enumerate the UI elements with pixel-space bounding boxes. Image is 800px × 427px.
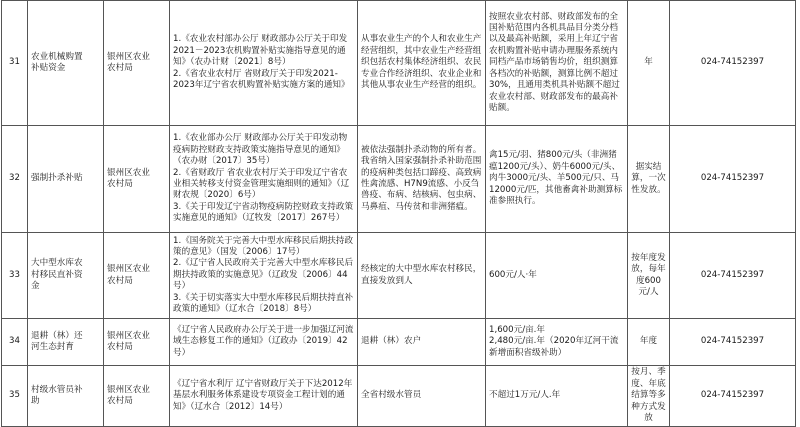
phone-cell: 024-74152397 bbox=[670, 366, 796, 427]
table-row bbox=[2, 1, 796, 126]
standard-cell: 禽15元/羽、猪800元/头（非洲猪瘟1200元/头）、奶牛6000元/头、肉牛3000元/头、羊500元/只、马12000元/匹，其他畜禽补助测算标准参照执行。 bbox=[486, 126, 628, 233]
row-number-cell: 32 bbox=[2, 126, 28, 233]
row-number-cell: 34 bbox=[2, 319, 28, 366]
phone-cell: 024-74152397 bbox=[670, 233, 796, 319]
item-name-cell: 大中型水库农 村移民直补资 金 bbox=[28, 233, 104, 319]
payment-time-cell: 按年度发放，每年度600元/人 bbox=[628, 233, 670, 319]
policy-basis-cell bbox=[170, 366, 358, 427]
phone-cell: 024-74152397 bbox=[670, 126, 796, 233]
row-number-cell: 31 bbox=[2, 1, 28, 126]
item-name-cell: 退耕（林）还 河生态封育 bbox=[28, 319, 104, 366]
policy-basis-item: 3.《关于切实落实大中型水库移民后期扶持直补政策的通知》（辽水合〔2018〕8号） bbox=[173, 292, 354, 315]
target-cell: 从事农业生产的个人和农业生产经营组织，其中农业生产经营组织包括农村集体经济组织、农民专业合作经济组织、农业企业和其他从事农业生产经营的组织。 bbox=[358, 1, 486, 126]
policy-basis-item: 1.《国务院关于完善大中型水库移民后期扶持政策的意见》（国发〔2006〕17号） bbox=[173, 235, 354, 257]
payment-time-cell: 年 bbox=[628, 1, 670, 126]
standard-cell: 按照农业农村部、财政部发布的全国补贴范围内各机具品目分类分档以及最高补贴额，采用上年辽宁省农机购置补贴申请办理服务系统内同档产品市场销售均价，组织测算各档次的补贴额，测算比例不超过30%，且通用类机具补贴额不超过农业农村部、财政部发布的最高补贴额。 bbox=[486, 1, 628, 126]
department-cell: 银州区农业 农村局 bbox=[104, 366, 170, 427]
standard-cell: 600元/人·年 bbox=[486, 233, 628, 319]
target-cell: 经核定的大中型水库农村移民，直接发放到人 bbox=[358, 233, 486, 319]
phone-cell: 024-74152397 bbox=[670, 1, 796, 126]
target-cell: 被依法强制扑杀动物的所有者。我省纳入国家强制扑杀补助范围的疫病种类包括口蹄疫、高致病性禽流感、H7N9流感、小反刍兽疫、布病、结核病、包虫病、马鼻疽、马传贫和非洲猪瘟。 bbox=[358, 126, 486, 233]
standard-cell: 不超过1万元/人.年 bbox=[486, 366, 628, 427]
policy-table bbox=[1, 0, 796, 427]
department-cell: 银州区农业 农村局 bbox=[104, 233, 170, 319]
row-number-cell: 35 bbox=[2, 366, 28, 427]
policy-basis-cell bbox=[170, 233, 358, 319]
item-name-cell: 强制扑杀补贴 bbox=[28, 126, 104, 233]
phone-cell: 024-74152397 bbox=[670, 319, 796, 366]
standard-cell: 1,600元/亩.年 2,480元/亩.年（2020年辽河干流新增面积省级补助） bbox=[486, 319, 628, 366]
policy-basis-item: 1.《农业农村部办公厅 财政部办公厅关于印发2021－2023农机购置补贴实施指导意见的通知》（农办计财〔2021〕8号） bbox=[173, 34, 348, 68]
table-row bbox=[2, 126, 796, 233]
policy-basis-cell bbox=[170, 126, 358, 233]
policy-basis-item: 《辽宁省水利厅 辽宁省财政厅关于下达2012年基层水利服务体系建设专项资金工程计划的通知》（辽水合〔2012〕14号） bbox=[173, 378, 353, 412]
item-name-cell: 村级水管员补 助 bbox=[28, 366, 104, 427]
policy-basis-item: 《辽宁省人民政府办公厅关于进一步加强辽河流域生态修复工作的通知》（辽政办〔2019〕42号） bbox=[173, 324, 354, 358]
policy-basis-item: 2.《省财政厅 省农业农村厅关于印发辽宁省农业相关转移支付资金管理实施细则的通知》（辽财农规〔2020〕6号） bbox=[173, 167, 350, 201]
table-row bbox=[2, 233, 796, 319]
department-cell: 银州区农业 农村局 bbox=[104, 126, 170, 233]
policy-basis-item: 2.《辽宁省人民政府关于完善大中型水库移民后期扶持政策的实施意见》（辽政发〔2006〕44号） bbox=[173, 258, 354, 292]
policy-basis-cell bbox=[170, 1, 358, 126]
department-cell: 银州区农业 农村局 bbox=[104, 1, 170, 126]
payment-time-cell: 按月、季度、年底结算等多种方式发放 bbox=[628, 366, 670, 427]
payment-time-cell: 年度 bbox=[628, 319, 670, 366]
department-cell: 银州区农业 农村局 bbox=[104, 319, 170, 366]
target-cell: 退耕（林）农户 bbox=[358, 319, 486, 366]
payment-time-cell: 据实结算，一次性发放。 bbox=[628, 126, 670, 233]
item-name-cell: 农业机械购置 补贴资金 bbox=[28, 1, 104, 126]
table-row bbox=[2, 319, 796, 366]
target-cell: 全省村级水管员 bbox=[358, 366, 486, 427]
table-row bbox=[2, 366, 796, 427]
policy-basis-item: 1.《农业部办公厅 财政部办公厅关于印发动物疫病防控财政支持政策实施指导意见的通知》（农办财〔2017〕35号） bbox=[173, 133, 348, 167]
policy-basis-cell bbox=[170, 319, 358, 366]
policy-basis-item: 3.《关于印发辽宁省动物疫病防控财政支持政策实施意见的通知》（辽牧发〔2017〕267号） bbox=[173, 201, 354, 224]
policy-basis-item: 2.《省农业农村厅 省财政厅关于印发2021-2023年辽宁省农机购置补贴实施方案的通知》 bbox=[173, 68, 350, 91]
row-number-cell: 33 bbox=[2, 233, 28, 319]
